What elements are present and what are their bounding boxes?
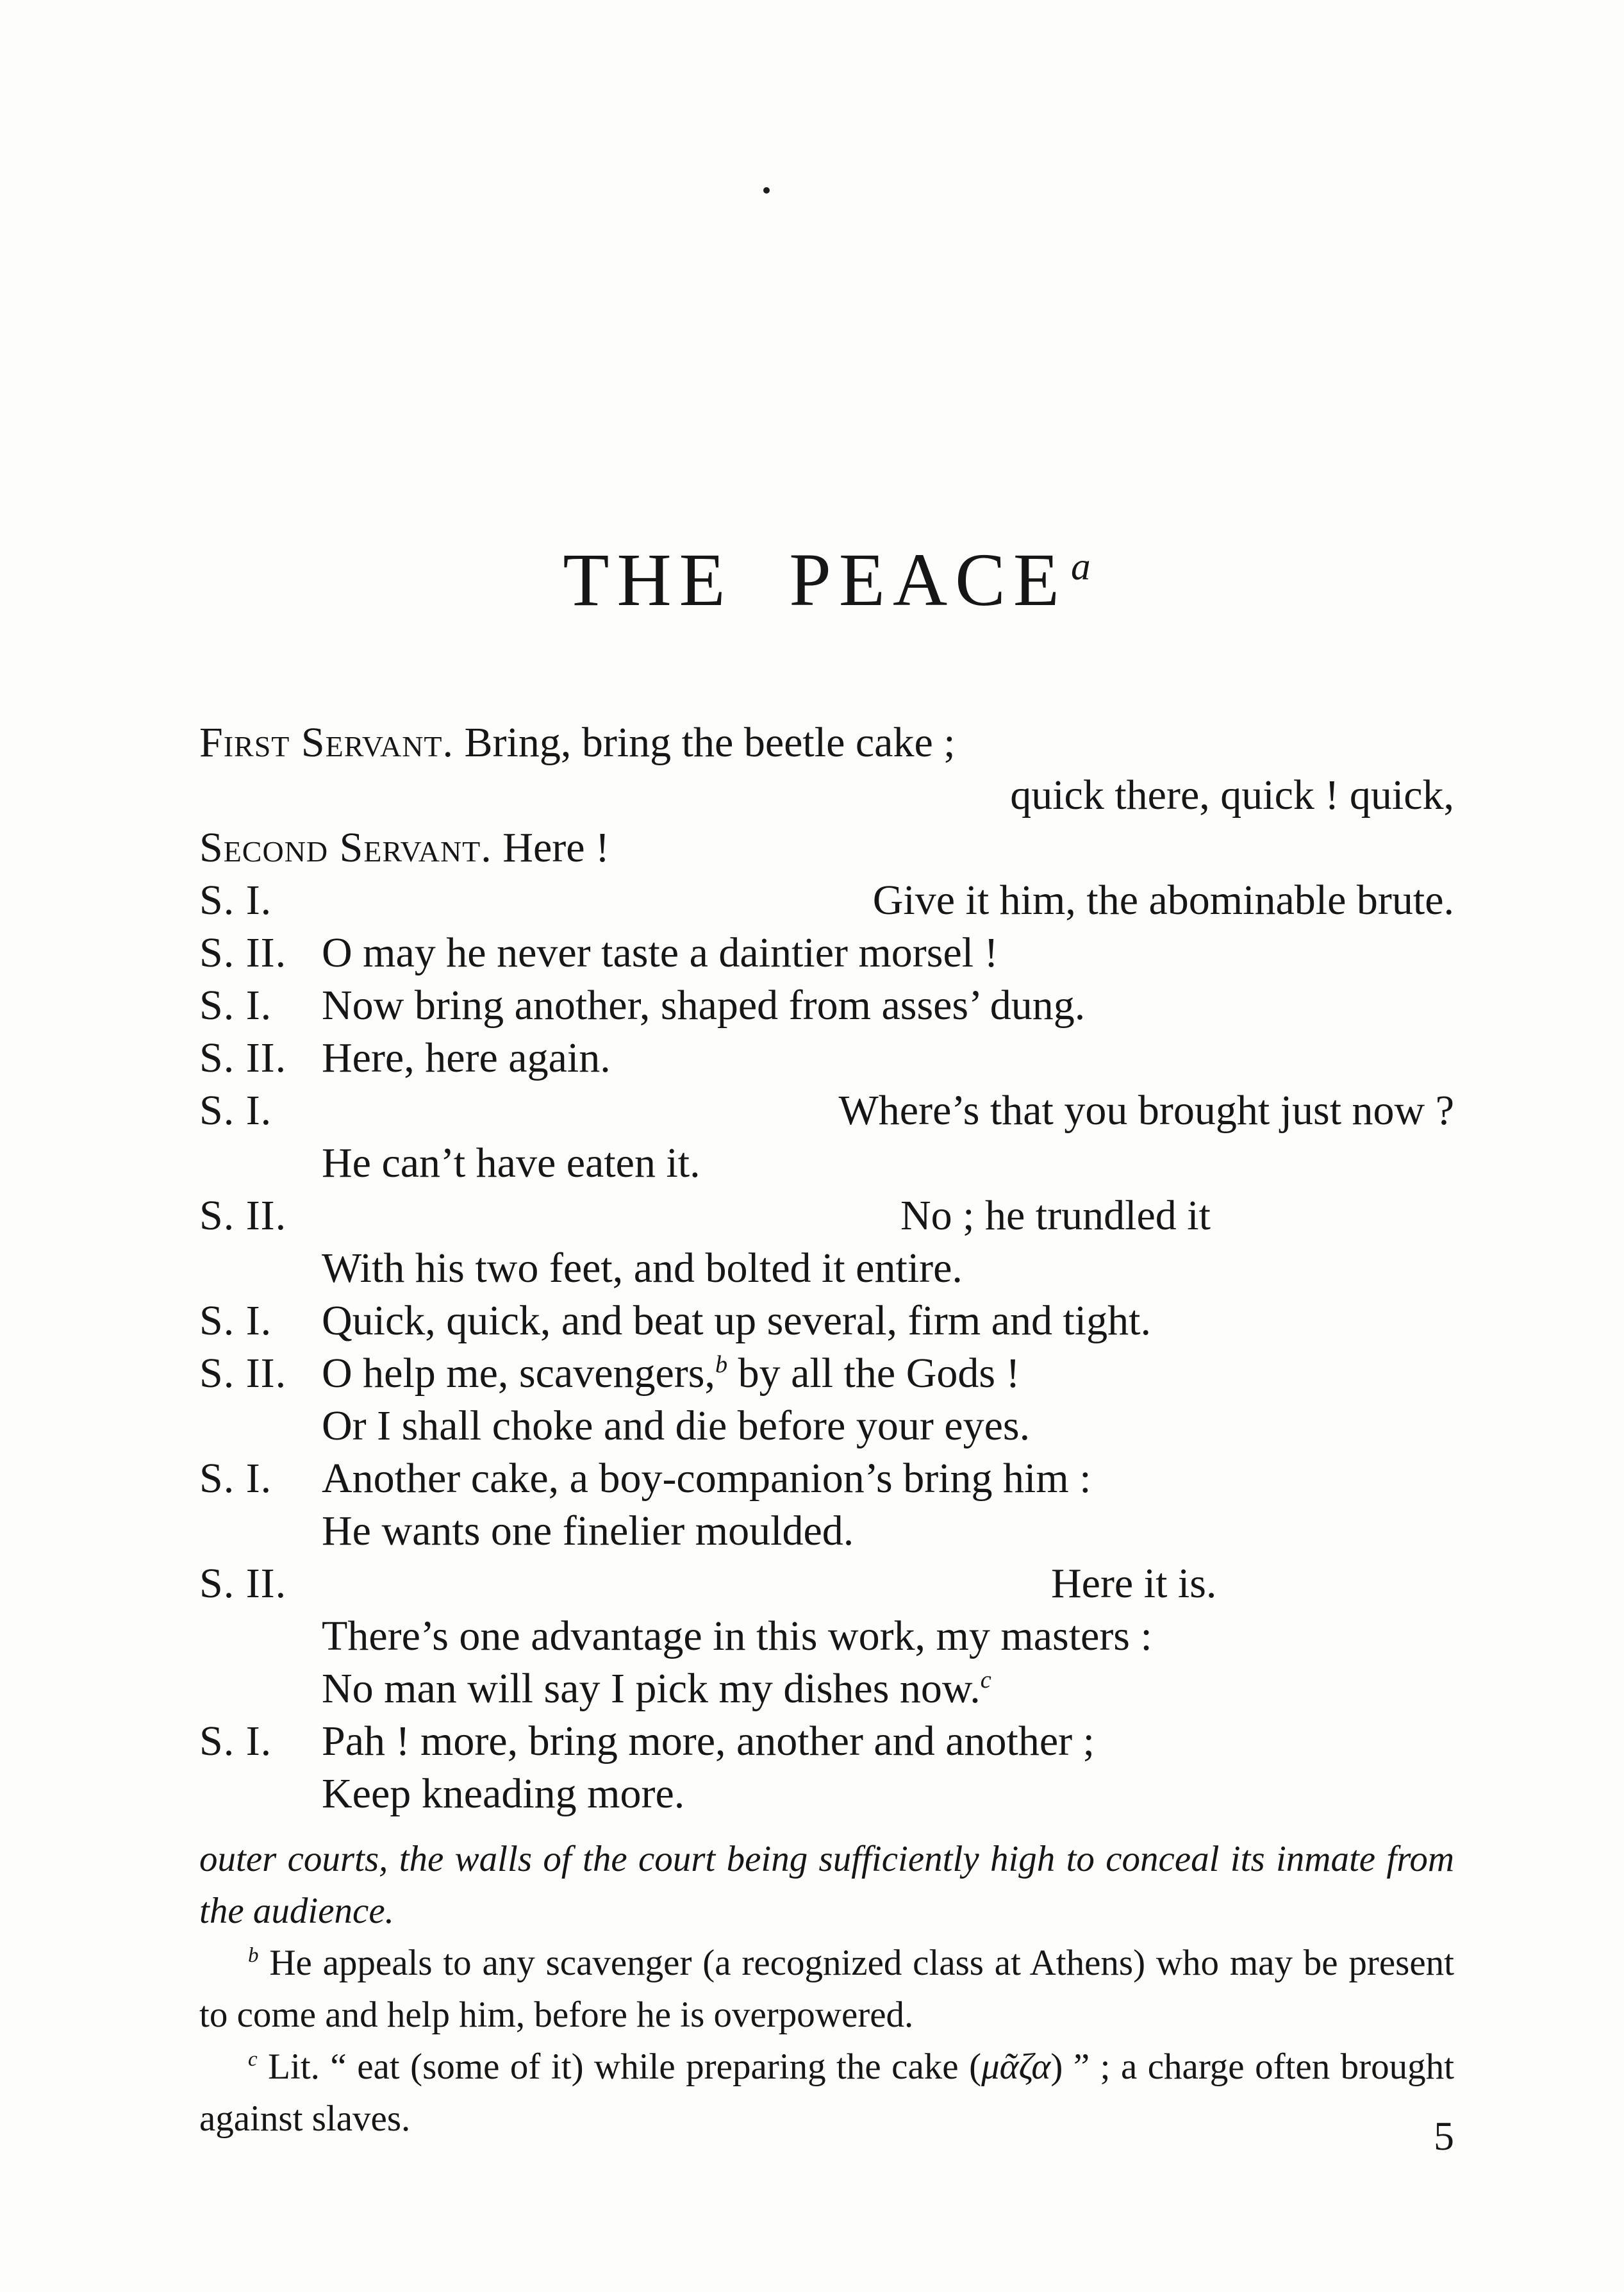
dialogue-line (199, 1347, 1454, 1400)
dialogue-line (199, 1242, 1454, 1295)
speaker-label: S. I. (199, 1297, 272, 1344)
speaker-label: S. I. (199, 981, 272, 1029)
dialogue-line (199, 1715, 1454, 1768)
dialogue-text: Or I shall choke and die before your eyes. (322, 1402, 1031, 1449)
speaker-label: S. I. (199, 1454, 272, 1502)
dialogue-line (199, 1663, 1454, 1715)
dialogue-line (199, 1295, 1454, 1347)
dialogue-text: O help me, scavengers,$^b$ by all the Gods ! (322, 1349, 1020, 1397)
dialogue-line (199, 927, 1454, 979)
page-title (199, 0, 1454, 622)
speaker-label: Second Servant. (199, 824, 492, 871)
footnote: $^b$ He appeals to any scavenger (a recognized class at Athens) who may be present to come and help him, before he is overpowered. (199, 1942, 1454, 2035)
title-footnote-marker: a (1070, 544, 1091, 588)
dialogue-text: Now bring another, shaped from asses’ dung. (322, 981, 1086, 1029)
dialogue-text: O may he never taste a daintier morsel ! (322, 929, 998, 976)
speaker-label: S. I. (199, 1086, 272, 1134)
dialogue-text: With his two feet, and bolted it entire. (322, 1244, 963, 1291)
dialogue-line (199, 1452, 1454, 1505)
footnote-marker: b (248, 1943, 259, 1967)
speaker-label: S. I. (199, 1717, 272, 1765)
speaker-label: S. II. (199, 1349, 287, 1397)
dialogue-line (199, 1032, 1454, 1084)
dialogue-line (199, 717, 1454, 769)
text-block (199, 0, 1454, 2292)
dialogue-line (199, 822, 1454, 874)
speaker-label: S. II. (199, 1559, 287, 1607)
dialogue-line (199, 1190, 1454, 1242)
dialogue-text: Give it him, the abominable brute. (872, 876, 1454, 924)
dialogue-line (199, 1557, 1454, 1610)
dialogue-text: Where’s that you brought just now ? (838, 1086, 1454, 1134)
speaker-label: S. II. (199, 1192, 287, 1239)
dialogue-line (199, 769, 1454, 822)
title-text: THE PEACE (563, 538, 1067, 622)
dialogue-line (199, 1400, 1454, 1452)
dialogue-text: He wants one finelier moulded. (322, 1507, 854, 1554)
speaker-label: S. II. (199, 929, 287, 976)
dialogue-text: Bring, bring the beetle cake ; (464, 718, 956, 766)
speaker-label: S. I. (199, 876, 272, 924)
greek-term: μᾶζα (981, 2046, 1051, 2087)
dialogue-text: Another cake, a boy-companion’s bring him : (322, 1454, 1091, 1502)
dialogue-text: Quick, quick, and beat up several, firm and tight. (322, 1297, 1151, 1344)
footnote-reference-marker: c (980, 1666, 991, 1693)
footnote: outer courts, the walls of the court being sufficiently high to conceal its inmate from the audience. (199, 1838, 1454, 1931)
dialogue-line (199, 1505, 1454, 1557)
dialogue-block (199, 717, 1454, 1820)
dialogue-text: There’s one advantage in this work, my masters : (322, 1612, 1152, 1659)
dialogue-text: No ; he trundled it (900, 1192, 1211, 1239)
speaker-label: S. II. (199, 1034, 287, 1081)
speaker-label: First Servant. (199, 718, 454, 766)
dialogue-text: Keep kneading more. (322, 1770, 685, 1817)
dialogue-line (199, 1768, 1454, 1820)
dialogue-text: Pah ! more, bring more, another and another ; (322, 1717, 1095, 1765)
dialogue-text: quick there, quick ! quick, (1010, 771, 1454, 818)
dialogue-text: Here, here again. (322, 1034, 611, 1081)
footnote-reference-marker: b (715, 1350, 728, 1378)
dialogue-text: No man will say I pick my dishes now.$^c$ (322, 1665, 991, 1712)
dialogue-line (199, 1137, 1454, 1190)
dialogue-line (199, 1084, 1454, 1137)
page-number: 5 (1434, 2113, 1454, 2159)
dialogue-line (199, 874, 1454, 927)
dialogue-text: Here ! (502, 824, 609, 871)
footnote: $^c$ Lit. “ eat (some of it) while preparing the cake (μᾶζα) ” ; a charge often brought against slaves. (199, 2046, 1455, 2139)
footnotes-block (199, 1833, 1454, 2145)
dialogue-text: He can’t have eaten it. (322, 1139, 700, 1186)
footnote-marker: c (248, 2047, 258, 2071)
dialogue-text: Here it is. (1051, 1559, 1217, 1607)
dialogue-line (199, 979, 1454, 1032)
dialogue-line (199, 1610, 1454, 1663)
